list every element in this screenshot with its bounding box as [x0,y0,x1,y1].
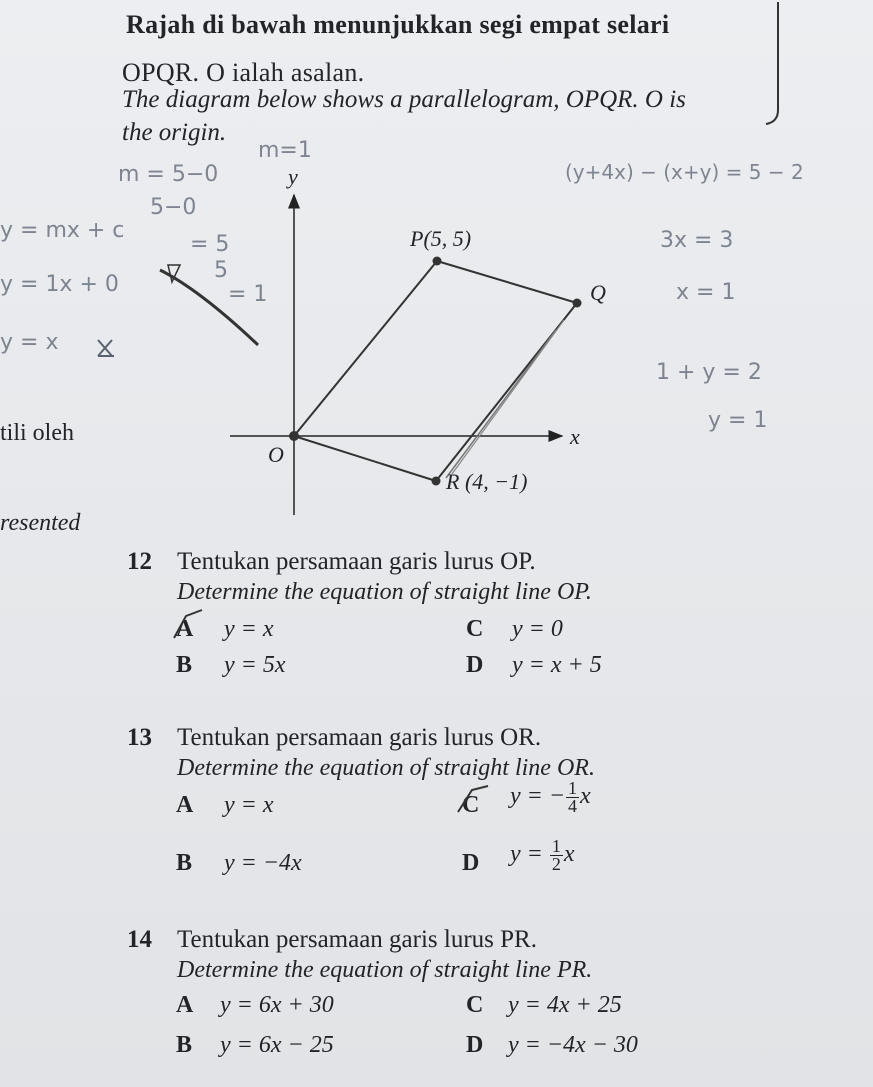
handwriting-note: x = 1 [676,280,736,305]
expr-prefix: y = − [510,783,566,810]
option-expression: y = x + 5 [512,652,602,678]
fraction [550,838,563,873]
handwriting-note: (y+4x) − (x+y) = 5 − 2 [565,160,804,184]
point-p [433,257,442,266]
question-number: 14 [127,926,152,953]
option-expression: y = x [224,792,274,818]
option-expression: y = x [224,616,274,642]
option-expression: y = 0 [512,616,563,642]
option-letter[interactable]: C [462,792,480,818]
pencil-line [452,320,564,474]
option-expression: y = 6x + 30 [220,992,334,1018]
option-expression: y = 6x − 25 [220,1032,334,1058]
pencil-stroke [160,270,258,345]
option-expression-fraction [510,780,591,815]
question-number: 12 [127,548,152,575]
expr-suffix: x [563,841,575,868]
y-axis-label: y [288,164,298,189]
option-letter[interactable]: C [466,992,484,1018]
handwriting-note: = 5 [190,232,230,257]
handwriting-note: y = 1 [708,408,768,433]
margin-fragment-1: tili oleh [0,420,74,446]
option-letter[interactable]: A [176,992,194,1018]
option-letter[interactable]: B [176,850,193,876]
option-expression-fraction [510,838,575,873]
option-letter[interactable]: D [462,850,480,876]
point-r [432,477,441,486]
option-letter[interactable]: B [176,1032,193,1058]
option-letter[interactable]: B [176,652,193,678]
option-expression: y = 5x [224,652,286,678]
margin-fragment-2: resented [0,510,81,536]
side-op [294,261,437,436]
handwriting-note: = 1 [228,282,268,307]
intro-ms-line1: Rajah di bawah menunjukkan segi empat selari [126,10,670,39]
option-letter[interactable]: A [176,616,194,642]
handwriting-note: m=1 [258,138,312,163]
question-text-ms: Tentukan persamaan garis lurus OP. [177,548,536,575]
handwriting-note: 5−0 [150,195,197,220]
handwriting-note: 5 [214,258,228,283]
parallelogram-diagram [0,0,873,540]
answer-tick-mark [168,608,208,646]
fraction-numerator: 1 [568,778,578,798]
question-text-ms: Tentukan persamaan garis lurus OR. [177,724,542,751]
handwriting-note: y = x [0,330,59,355]
point-q-label: Q [590,280,606,305]
answer-tick-mark [454,784,494,820]
point-p-label: P(5, 5) [410,226,472,251]
option-expression: y = 4x + 25 [508,992,622,1018]
fraction [566,780,579,815]
intro-en-line1: The diagram below shows a parallelogram, OPQR. O is [122,86,686,113]
origin-point [289,431,299,441]
question-text-en: Determine the equation of straight line PR. [177,957,593,983]
question-text-en: Determine the equation of straight line OR. [177,755,595,781]
intro-ms-line2: OPQR. O ialah asalan. [122,58,365,87]
handwriting-note: m = 5−0 [118,162,219,187]
option-letter[interactable]: D [466,1032,484,1058]
handwriting-note: y = 1x + 0 [0,272,119,297]
pencil-stroke [98,340,114,356]
expr-suffix: x [580,783,591,810]
option-letter[interactable]: D [466,652,484,678]
point-r-label: R (4, −1) [446,469,528,494]
option-expression: y = −4x − 30 [508,1032,638,1058]
fraction-denominator: 2 [551,854,561,874]
handwriting-note: y = mx + c [0,218,125,243]
side-qr [436,303,577,481]
side-or [294,436,436,481]
handwriting-note: 1 + y = 2 [656,360,762,385]
option-letter[interactable]: C [466,616,484,642]
fraction-numerator: 1 [551,836,561,856]
origin-label: O [268,442,284,467]
option-expression: y = −4x [224,850,302,876]
x-axis-label: x [570,424,580,449]
question-number: 13 [127,724,152,751]
fraction-denominator: 4 [568,796,578,816]
question-text-en: Determine the equation of straight line OP. [177,579,592,605]
pencil-line [446,330,556,478]
expr-prefix: y = [510,841,549,868]
point-q [573,299,582,308]
side-pq [437,261,577,303]
handwriting-note: 3x = 3 [660,228,734,253]
intro-en-line2: the origin. [122,119,227,146]
option-letter[interactable]: A [176,792,194,818]
question-text-ms: Tentukan persamaan garis lurus PR. [177,926,537,953]
